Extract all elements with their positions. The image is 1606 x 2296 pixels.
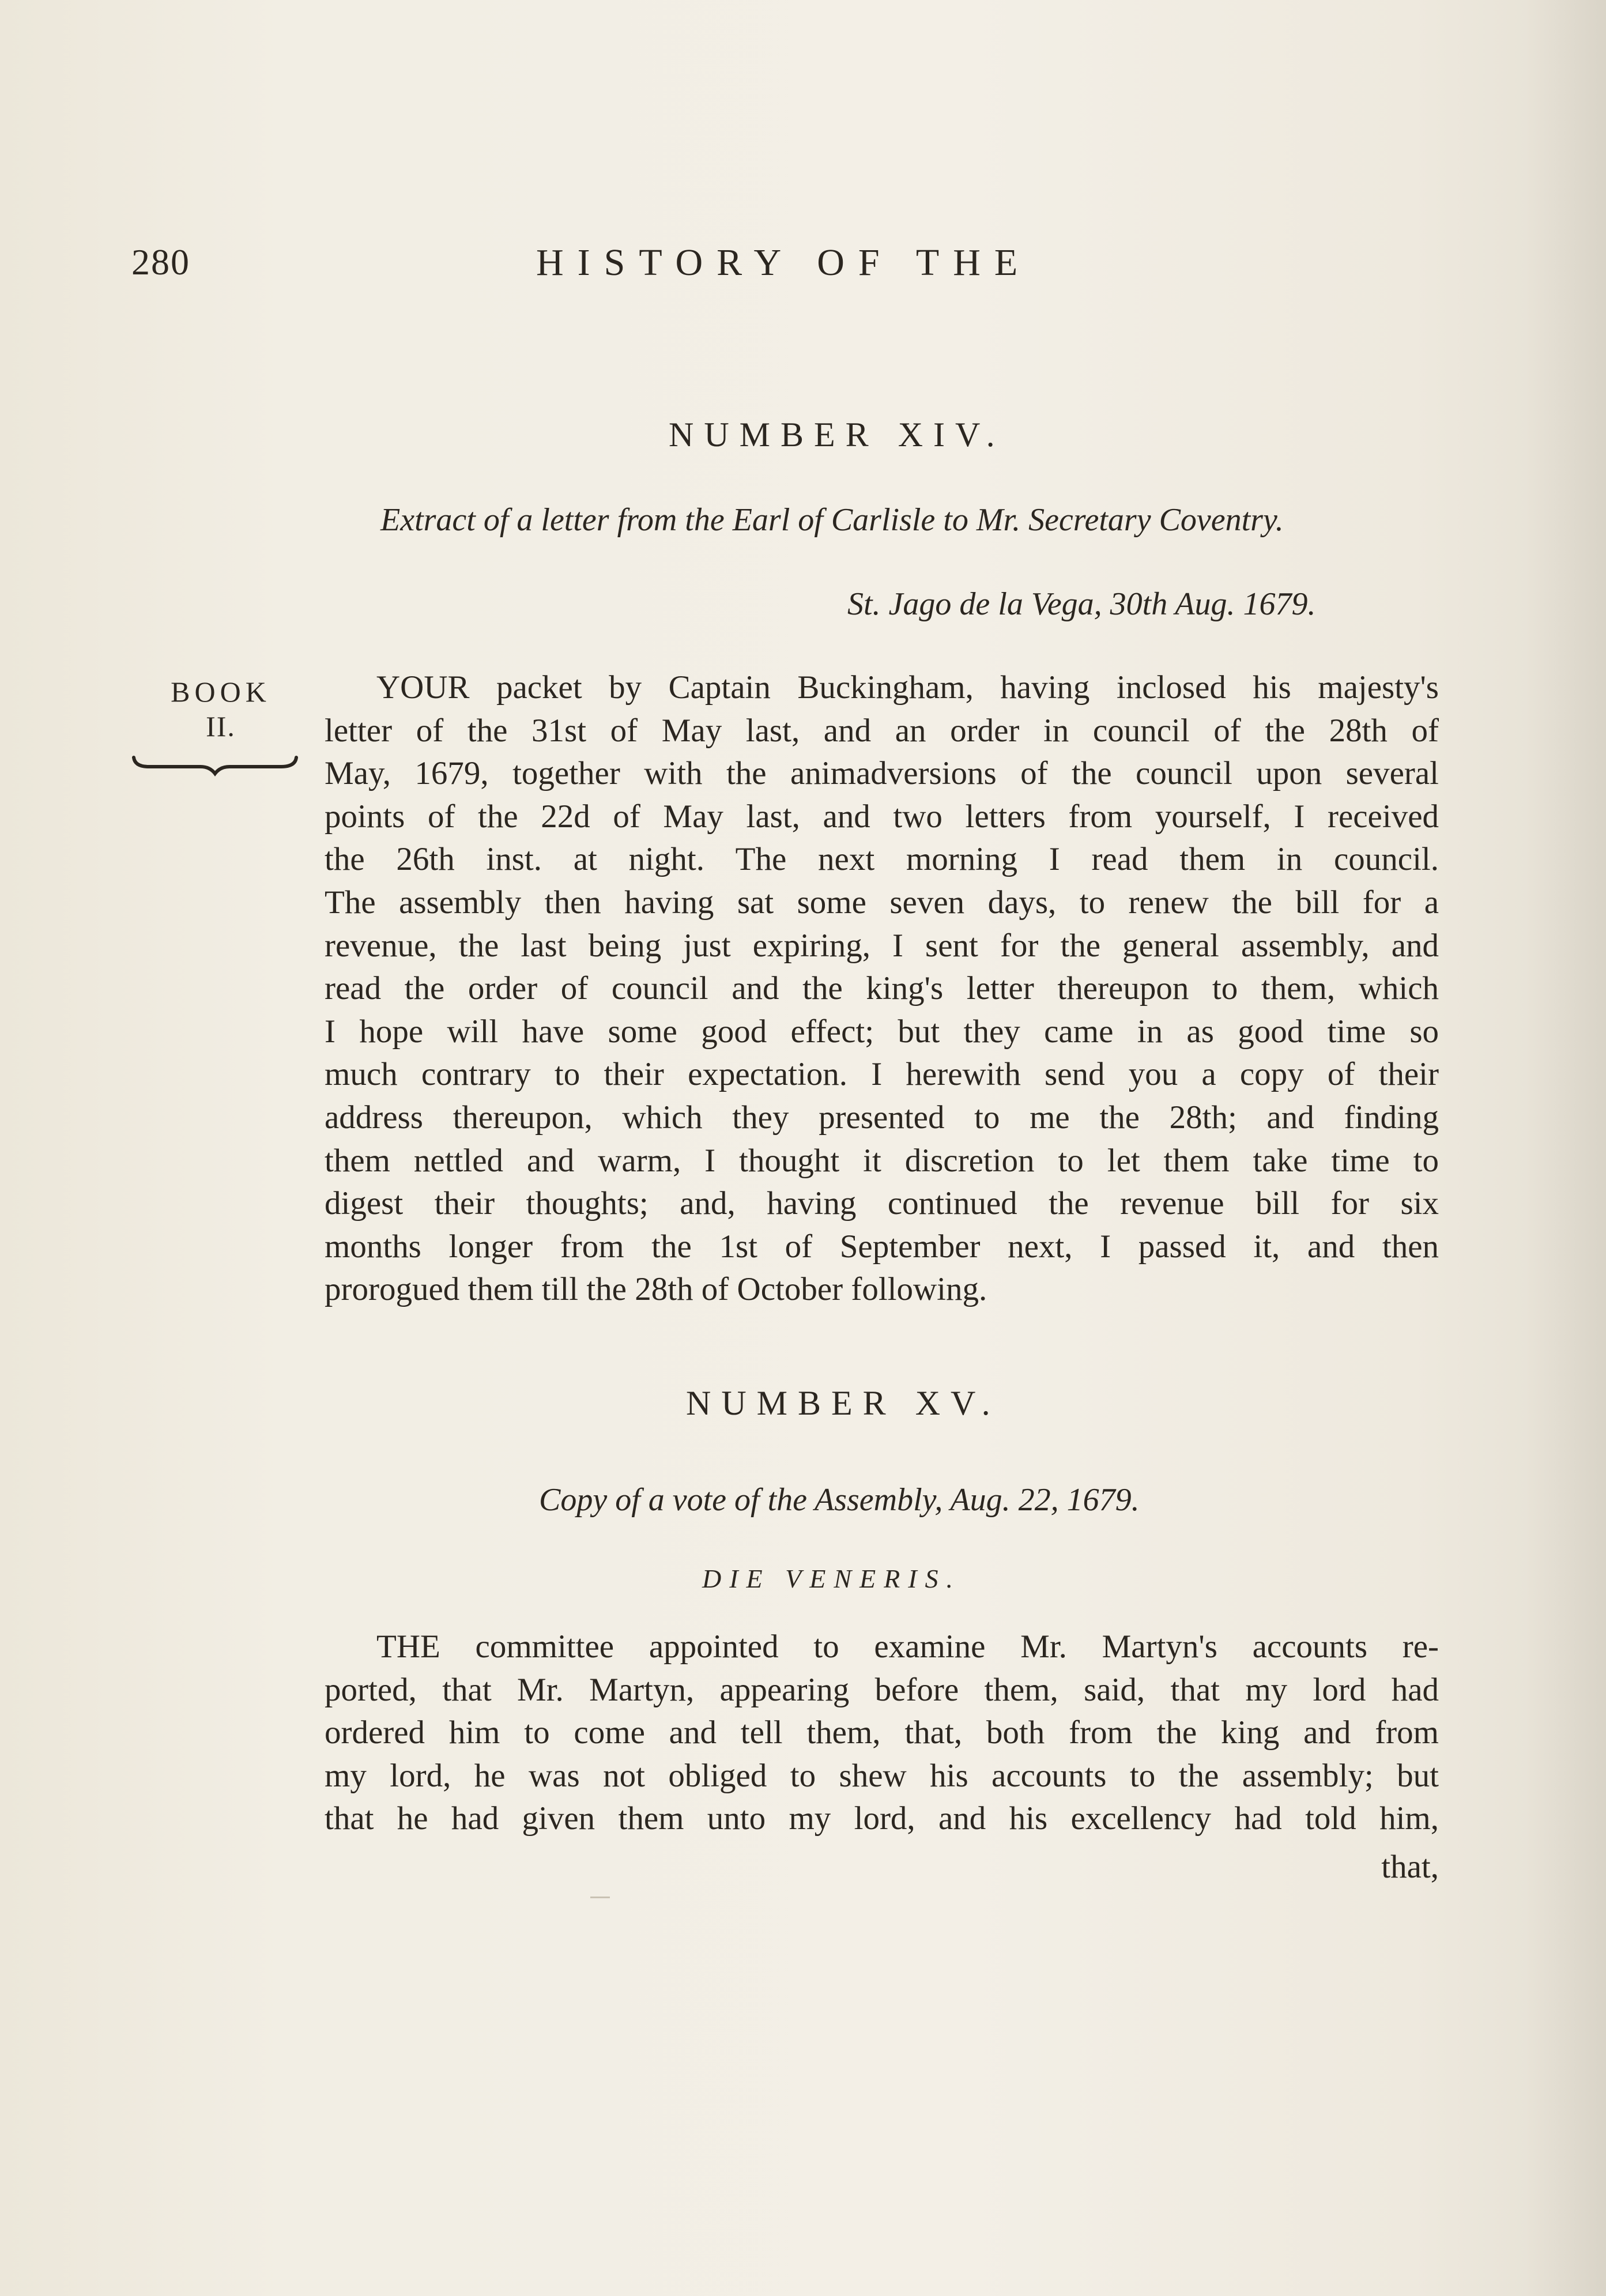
text-line: ordered him to come and tell them, that, both from the king and from xyxy=(325,1714,1439,1751)
text-line: read the order of council and the king's letter thereupon to them, which xyxy=(325,970,1439,1007)
text-line: much contrary to their expectation. I herewith send you a copy of their xyxy=(325,1056,1439,1093)
text-line: points of the 22d of May last, and two letters from yourself, I received xyxy=(325,798,1439,835)
text-line: prorogued them till the 28th of October following. xyxy=(325,1271,987,1308)
text-line: The assembly then having sat some seven days, to renew the bill for a xyxy=(325,884,1439,921)
text-line: ported, that Mr. Martyn, appearing before them, said, that my lord had xyxy=(325,1671,1439,1708)
letter-dateline: St. Jago de la Vega, 30th Aug. 1679. xyxy=(847,586,1316,622)
text-line: address thereupon, which they presented to me the 28th; and finding xyxy=(325,1099,1439,1136)
text-line: YOUR packet by Captain Buckingham, having inclosed his majesty's xyxy=(376,669,1439,706)
text-line: revenue, the last being just expiring, I sent for the general assembly, and xyxy=(325,927,1439,964)
stray-mark xyxy=(590,1897,610,1898)
section-heading-number-15: NUMBER XV. xyxy=(686,1384,1001,1422)
margin-brace-ornament xyxy=(131,754,299,777)
text-line: the 26th inst. at night. The next morning I read them in council. xyxy=(325,841,1439,878)
letter-caption: Extract of a letter from the Earl of Carlisle to Mr. Secretary Coventry. xyxy=(380,502,1284,538)
text-line: months longer from the 1st of September next, I passed it, and then xyxy=(325,1228,1439,1265)
text-line: them nettled and warm, I thought it discretion to let them take time to xyxy=(325,1142,1439,1179)
gutter-shadow xyxy=(1525,0,1606,2296)
die-veneris-subheading: DIE VENERIS. xyxy=(702,1564,962,1593)
page-number: 280 xyxy=(131,242,190,282)
book-label: BOOK xyxy=(171,676,271,708)
text-line: THE committee appointed to examine Mr. Martyn's accounts re- xyxy=(376,1628,1439,1665)
text-line: that he had given them unto my lord, and his excellency had told him, xyxy=(325,1800,1439,1837)
section-heading-number-14: NUMBER XIV. xyxy=(669,416,1005,454)
book-number: II. xyxy=(206,710,236,742)
vote-body-paragraph xyxy=(325,1626,1439,1841)
catchword: that, xyxy=(1381,1849,1439,1885)
text-line: letter of the 31st of May last, and an order in council of the 28th of xyxy=(325,712,1439,749)
letter-body-paragraph xyxy=(325,666,1439,1311)
text-line: my lord, he was not obliged to shew his accounts to the assembly; but xyxy=(325,1757,1439,1794)
text-line: May, 1679, together with the animadversions of the council upon several xyxy=(325,755,1439,792)
running-head: HISTORY OF THE xyxy=(536,242,1032,284)
margin-note-book xyxy=(149,674,293,744)
text-line: I hope will have some good effect; but they came in as good time so xyxy=(325,1013,1439,1050)
vote-caption: Copy of a vote of the Assembly, Aug. 22, 1679. xyxy=(539,1482,1140,1518)
text-line: digest their thoughts; and, having continued the revenue bill for six xyxy=(325,1185,1439,1222)
